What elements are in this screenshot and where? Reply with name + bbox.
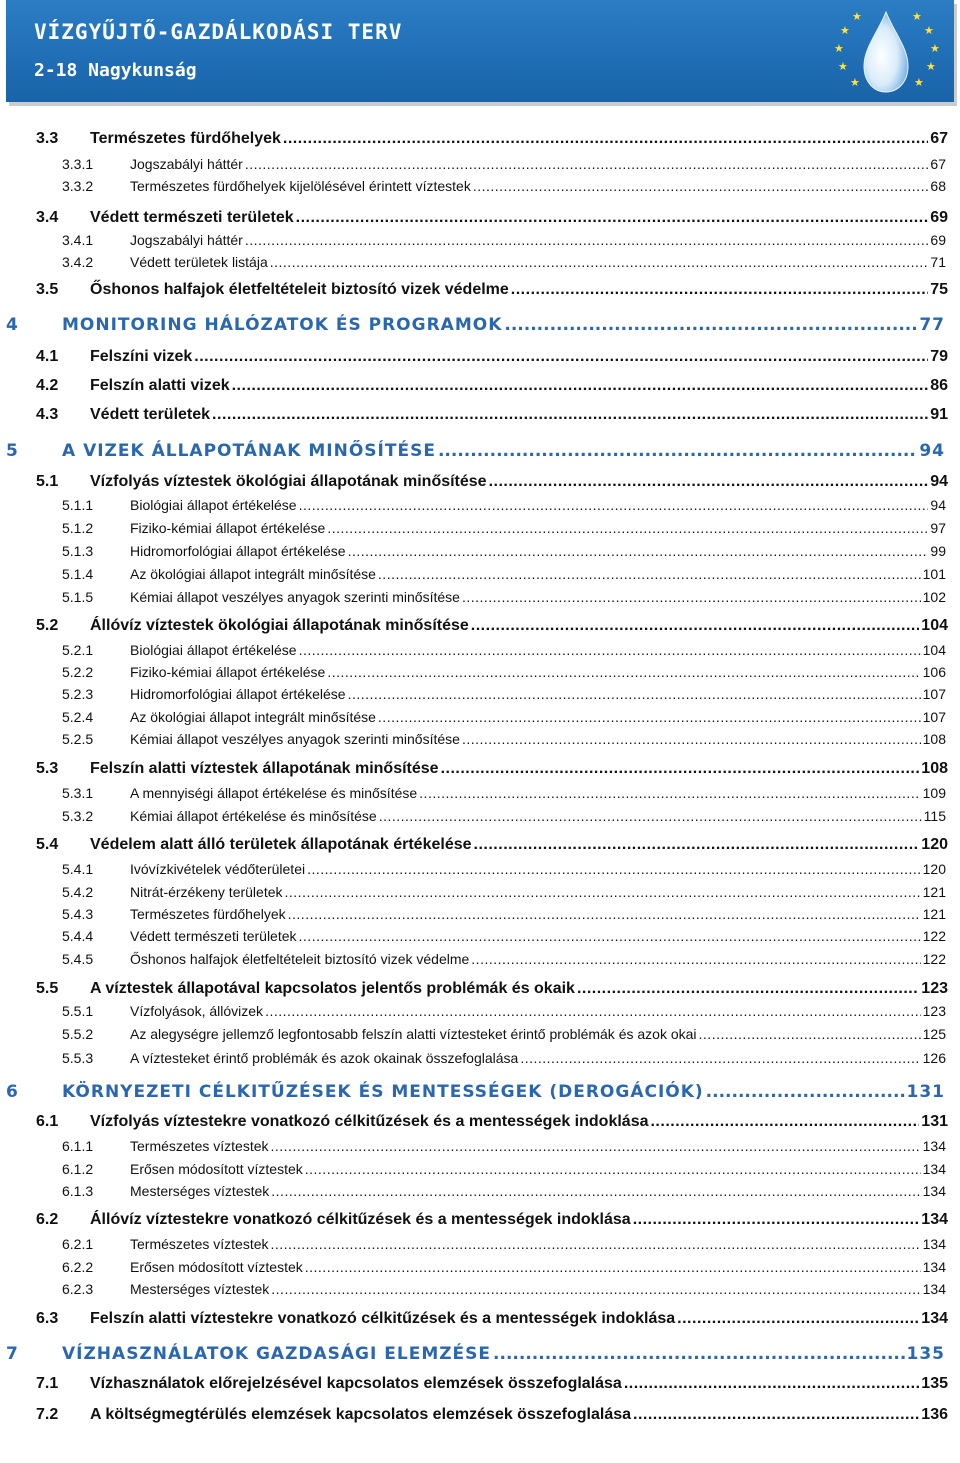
toc-entry[interactable] [62,178,946,194]
toc-entry-label: Védett területek [90,406,211,423]
toc-entry[interactable] [36,348,948,366]
toc-entry-number: 3.4 [36,209,59,226]
toc-entry-number: 6.1 [36,1113,59,1130]
toc-entry[interactable] [62,543,946,559]
toc-entry-label: Felszín alatti víztestekre vonatkozó célkitűzések és a mentességek indoklása [90,1310,676,1327]
toc-entry[interactable] [62,861,946,877]
toc-dot-leader [305,1161,921,1177]
toc-entry-label: Természetes fürdőhelyek [90,130,281,147]
toc-entry-page: 107 [922,709,946,725]
toc-entry-label: Fiziko-kémiai állapot értékelése [130,520,326,536]
toc-entry[interactable] [36,836,948,854]
toc-dot-leader [471,617,920,635]
toc-entry-page: 134 [922,1281,946,1297]
toc-dot-leader [504,315,917,335]
toc-entry-page: 94 [930,473,948,490]
toc-entry-label: Felszíni vizek [90,348,193,365]
toc-dot-leader [633,1211,920,1229]
toc-entry[interactable] [62,566,946,582]
toc-entry-number: 4 [6,315,19,335]
toc-entry[interactable] [62,1236,946,1252]
toc-entry-label: A VIZEK ÁLLAPOTÁNAK MINŐSÍTÉSE [62,441,436,461]
toc-entry-number: 5.1 [36,473,59,490]
toc-entry[interactable] [62,589,946,605]
toc-entry-label: Jogszabályi háttér [130,156,243,172]
toc-entry-number: 5.5 [36,980,59,997]
toc-entry-number: 5.4.3 [62,906,94,922]
toc-entry-page: 134 [921,1211,948,1228]
toc-entry[interactable] [62,808,946,824]
toc-entry-page: 135 [906,1344,945,1364]
svg-text:★: ★ [914,76,924,89]
toc-entry-page: 107 [922,686,946,702]
toc-entry-page: 121 [922,906,946,922]
toc-entry-label: Vízhasználatok előrejelzésével kapcsolatos elemzések összefoglalása [90,1375,622,1392]
toc-entry-page: 94 [919,441,945,461]
toc-dot-leader [650,1113,919,1131]
toc-dot-leader [283,130,928,148]
toc-entry-label: Kémiai állapot értékelése és minősítése [130,808,377,824]
toc-entry-label: A mennyiségi állapot értékelése és minősítése [130,785,418,801]
toc-entry-label: Mesterséges víztestek [130,1281,270,1297]
toc-entry-page: 104 [922,642,946,658]
toc-dot-leader [419,785,920,801]
toc-entry[interactable] [62,156,946,172]
svg-text:★: ★ [912,10,922,23]
toc-entry-number: 5 [6,441,19,461]
toc-entry-label: Védett természeti területek [130,928,297,944]
toc-entry-page: 123 [922,1003,946,1019]
toc-entry-label: Az ökológiai állapot integrált minősítése [130,709,376,725]
toc-entry[interactable] [62,520,946,536]
toc-entry-number: 5.3.1 [62,785,94,801]
toc-entry-number: 5.3 [36,760,59,777]
toc-entry-page: 77 [919,315,945,335]
toc-dot-leader [327,520,928,536]
toc-entry-number: 6.1.2 [62,1161,94,1177]
toc-entry-page: 120 [922,861,946,877]
toc-entry-number: 3.4.1 [62,232,94,248]
toc-entry[interactable] [62,709,946,725]
toc-entry[interactable] [62,951,946,967]
toc-entry-page: 91 [930,406,948,423]
toc-dot-leader [471,951,920,967]
toc-entry-number: 5.1.2 [62,520,94,536]
toc-entry[interactable] [62,928,946,944]
toc-entry-page: 86 [930,377,948,394]
toc-entry-label: KÖRNYEZETI CÉLKITŰZÉSEK ÉS MENTESSÉGEK (DEROGÁCIÓK) [62,1082,704,1102]
toc-entry-page: 134 [922,1161,946,1177]
toc-entry[interactable] [62,1050,946,1066]
toc-entry-label: Erősen módosított víztestek [130,1161,303,1177]
toc-entry-page: 75 [930,281,948,298]
toc-entry-label: Állóvíz víztestekre vonatkozó célkitűzések és a mentességek indoklása [90,1211,631,1228]
toc-entry-number: 5.1.4 [62,566,94,582]
toc-dot-leader [271,1281,920,1297]
toc-entry-number: 6.1.3 [62,1183,94,1199]
toc-entry-label: Jogszabályi háttér [130,232,243,248]
toc-entry-number: 6.2 [36,1211,59,1228]
toc-entry-page: 134 [921,1310,948,1327]
toc-entry[interactable] [62,1259,946,1275]
toc-entry[interactable] [36,473,948,491]
toc-dot-leader [299,642,921,658]
toc-entry-label: Fiziko-kémiai állapot értékelése [130,664,326,680]
toc-entry-number: 5.4.2 [62,884,94,900]
toc-entry-number: 5.5.3 [62,1050,94,1066]
toc-entry[interactable] [36,377,948,395]
toc-entry-label: A víztestek állapotával kapcsolatos jelentős problémák és okaik [90,980,575,997]
toc-dot-leader [327,664,920,680]
toc-entry-number: 5.2.1 [62,642,94,658]
toc-entry-number: 6 [6,1082,19,1102]
toc-entry[interactable] [36,1406,948,1424]
toc-entry-page: 106 [922,664,946,680]
toc-entry[interactable] [62,686,946,702]
toc-dot-leader [245,156,929,172]
toc-entry-label: Hidromorfológiai állapot értékelése [130,543,346,559]
toc-entry[interactable] [36,1310,948,1328]
toc-dot-leader [307,861,921,877]
toc-entry[interactable] [36,1375,948,1393]
toc-entry-number: 3.3 [36,130,59,147]
toc-dot-leader [577,980,919,998]
toc-entry-number: 5.4.1 [62,861,94,877]
svg-text:★: ★ [852,10,862,23]
toc-entry[interactable] [62,785,946,801]
toc-entry-label: Őshonos halfajok életfeltételeit biztosító vizek védelme [90,281,509,298]
toc-entry-page: 134 [922,1236,946,1252]
toc-entry[interactable] [62,232,946,248]
toc-entry[interactable] [36,617,948,635]
toc-entry-number: 5.5.2 [62,1026,94,1042]
toc-entry-label: Nitrát-érzékeny területek [130,884,283,900]
toc-entry-page: 131 [906,1082,945,1102]
toc-entry[interactable] [36,1211,948,1229]
toc-dot-leader [245,232,929,248]
toc-dot-leader [299,497,929,513]
toc-dot-leader [438,441,917,461]
toc-entry[interactable] [62,731,946,747]
page-header [6,0,954,102]
toc-entry-label: Természetes víztestek [130,1236,269,1252]
toc-entry-label: Kémiai állapot veszélyes anyagok szerinti minősítése [130,589,460,605]
toc-entry-number: 5.2 [36,617,59,634]
toc-entry-page: 126 [922,1050,946,1066]
toc-entry-number: 3.3.1 [62,156,94,172]
toc-entry-label: Az ökológiai állapot integrált minősítése [130,566,376,582]
toc-entry-page: 94 [930,497,946,513]
toc-entry-number: 5.2.4 [62,709,94,725]
toc-dot-leader [474,836,920,854]
toc-entry-number: 5.1.3 [62,543,94,559]
toc-entry-number: 5.3.2 [62,808,94,824]
toc-entry-page: 104 [921,617,948,634]
toc-dot-leader [520,1050,920,1066]
toc-entry-number: 4.1 [36,348,59,365]
toc-dot-leader [212,406,928,424]
svg-text:★: ★ [926,60,936,73]
toc-entry-number: 6.2.1 [62,1236,94,1252]
toc-entry-page: 125 [922,1026,946,1042]
toc-entry[interactable] [36,1113,948,1131]
toc-entry-number: 5.2.3 [62,686,94,702]
toc-entry[interactable] [6,441,945,461]
toc-entry-label: Természetes fürdőhelyek [130,906,286,922]
toc-entry[interactable] [62,642,946,658]
toc-entry-label: Felszín alatti víztestek állapotának minősítése [90,760,439,777]
toc-dot-leader [493,1344,904,1364]
toc-entry-page: 134 [922,1138,946,1154]
document-title: VÍZGYŰJTŐ-GAZDÁLKODÁSI TERV [34,20,403,44]
toc-dot-leader [624,1375,919,1393]
toc-entry-number: 3.4.2 [62,254,94,270]
document-subtitle: 2-18 Nagykunság [34,60,197,81]
svg-text:★: ★ [850,76,860,89]
toc-entry[interactable] [6,315,945,335]
toc-entry[interactable] [36,406,948,424]
toc-entry-label: Kémiai állapot veszélyes anyagok szerinti minősítése [130,731,460,747]
toc-entry-number: 5.2.5 [62,731,94,747]
toc-entry[interactable] [62,1138,946,1154]
toc-entry-page: 122 [922,928,946,944]
toc-entry-number: 5.4 [36,836,59,853]
toc-dot-leader [348,543,929,559]
toc-dot-leader [194,348,928,366]
water-drop-logo-icon [826,4,946,98]
toc-entry-page: 115 [923,808,946,824]
toc-entry-label: MONITORING HÁLÓZATOK ÉS PROGRAMOK [62,315,503,335]
toc-dot-leader [285,884,921,900]
toc-entry[interactable] [62,906,946,922]
toc-entry-page: 109 [922,785,946,801]
toc-dot-leader [378,709,921,725]
toc-entry[interactable] [62,1003,946,1019]
svg-text:★: ★ [834,42,844,55]
toc-entry-page: 69 [930,209,948,226]
toc-entry-label: Őshonos halfajok életfeltételeit biztosító vizek védelme [130,951,470,967]
toc-entry[interactable] [36,760,948,778]
toc-entry-page: 108 [921,760,948,777]
toc-entry-page: 68 [930,178,946,194]
toc-entry-label: Biológiai állapot értékelése [130,497,297,513]
toc-entry-page: 121 [922,884,946,900]
toc-entry[interactable] [36,209,948,227]
toc-entry-label: Állóvíz víztestek ökológiai állapotának minősítése [90,617,469,634]
toc-entry-page: 67 [930,156,946,172]
toc-dot-leader [271,1138,921,1154]
toc-dot-leader [489,473,929,491]
toc-dot-leader [706,1082,905,1102]
toc-entry-number: 6.2.2 [62,1259,94,1275]
toc-entry-label: VÍZHASZNÁLATOK GAZDASÁGI ELEMZÉSE [62,1344,492,1364]
toc-dot-leader [271,1236,921,1252]
toc-entry-label: A költségmegtérülés elemzések kapcsolatos elemzések összefoglalása [90,1406,632,1423]
toc-entry-page: 108 [922,731,946,747]
toc-entry-label: Vízfolyás víztestek ökológiai állapotának minősítése [90,473,487,490]
toc-entry[interactable] [62,1161,946,1177]
toc-entry-label: Erősen módosított víztestek [130,1259,303,1275]
toc-entry-page: 97 [930,520,946,536]
toc-dot-leader [441,760,920,778]
toc-entry-label: Védelem alatt álló területek állapotának értékelése [90,836,472,853]
toc-entry[interactable] [6,1344,945,1364]
toc-dot-leader [232,377,929,395]
toc-entry-label: Biológiai állapot értékelése [130,642,297,658]
toc-dot-leader [288,906,921,922]
svg-text:★: ★ [924,24,934,37]
toc-entry[interactable] [62,884,946,900]
toc-dot-leader [299,928,921,944]
toc-entry-label: Az alegységre jellemző legfontosabb felszín alatti víztesteket érintő problémák és azok okai [130,1026,697,1042]
toc-entry[interactable] [36,130,948,148]
toc-entry-label: Mesterséges víztestek [130,1183,270,1199]
toc-entry[interactable] [62,1026,946,1042]
toc-entry[interactable] [62,1281,946,1297]
toc-entry-label: Felszín alatti vizek [90,377,230,394]
toc-dot-leader [305,1259,921,1275]
toc-entry-page: 120 [921,836,948,853]
toc-dot-leader [271,1183,920,1199]
toc-entry-number: 4.2 [36,377,59,394]
toc-entry[interactable] [6,1082,945,1102]
svg-text:★: ★ [930,42,940,55]
toc-entry-page: 99 [930,543,946,559]
toc-entry[interactable] [36,281,948,299]
toc-entry-label: Hidromorfológiai állapot értékelése [130,686,346,702]
toc-entry-number: 7 [6,1344,19,1364]
toc-entry[interactable] [62,664,946,680]
toc-entry-page: 101 [922,566,946,582]
toc-entry[interactable] [36,980,948,998]
toc-entry-page: 136 [921,1406,948,1423]
toc-dot-leader [473,178,929,194]
toc-dot-leader [511,281,928,299]
toc-entry-label: Védett területek listája [130,254,268,270]
toc-dot-leader [378,566,921,582]
toc-entry-number: 5.4.5 [62,951,94,967]
toc-entry-number: 6.3 [36,1310,59,1327]
toc-entry-label: Ivóvízkivételek védőterületei [130,861,306,877]
toc-entry-page: 67 [930,130,948,147]
toc-entry-page: 122 [922,951,946,967]
svg-text:★: ★ [840,24,850,37]
toc-entry-page: 135 [921,1375,948,1392]
toc-entry-label: Vízfolyás víztestekre vonatkozó célkitűzések és a mentességek indoklása [90,1113,649,1130]
toc-dot-leader [296,209,929,227]
toc-entry-label: A víztesteket érintő problémák és azok okainak összefoglalása [130,1050,519,1066]
toc-entry-number: 5.1.1 [62,497,94,513]
toc-entry-label: Védett természeti területek [90,209,294,226]
toc-entry-page: 102 [922,589,946,605]
toc-dot-leader [699,1026,921,1042]
toc-entry-number: 3.5 [36,281,59,298]
toc-dot-leader [270,254,929,270]
toc-entry-page: 79 [930,348,948,365]
toc-entry-number: 5.1.5 [62,589,94,605]
toc-entry-number: 6.1.1 [62,1138,94,1154]
toc-entry-number: 5.4.4 [62,928,94,944]
toc-entry-number: 3.3.2 [62,178,94,194]
toc-entry-page: 71 [930,254,946,270]
toc-entry-label: Vízfolyások, állóvizek [130,1003,264,1019]
toc-entry-number: 5.5.1 [62,1003,94,1019]
toc-dot-leader [462,589,921,605]
toc-entry-page: 131 [921,1113,948,1130]
toc-dot-leader [348,686,921,702]
toc-entry-number: 5.2.2 [62,664,94,680]
toc-entry-number: 7.1 [36,1375,59,1392]
toc-entry-number: 4.3 [36,406,59,423]
toc-entry-number: 7.2 [36,1406,59,1423]
toc-dot-leader [633,1406,919,1424]
toc-dot-leader [462,731,921,747]
toc-entry-label: Természetes fürdőhelyek kijelölésével érintett víztestek [130,178,471,194]
svg-text:★: ★ [838,60,848,73]
toc-entry-label: Természetes víztestek [130,1138,269,1154]
toc-entry-page: 134 [922,1183,946,1199]
toc-entry[interactable] [62,1183,946,1199]
toc-entry[interactable] [62,254,946,270]
toc-entry-number: 6.2.3 [62,1281,94,1297]
toc-dot-leader [265,1003,921,1019]
toc-dot-leader [379,808,922,824]
toc-entry-page: 123 [921,980,948,997]
toc-entry-page: 134 [922,1259,946,1275]
toc-dot-leader [677,1310,919,1328]
toc-entry[interactable] [62,497,946,513]
toc-entry-page: 69 [930,232,946,248]
